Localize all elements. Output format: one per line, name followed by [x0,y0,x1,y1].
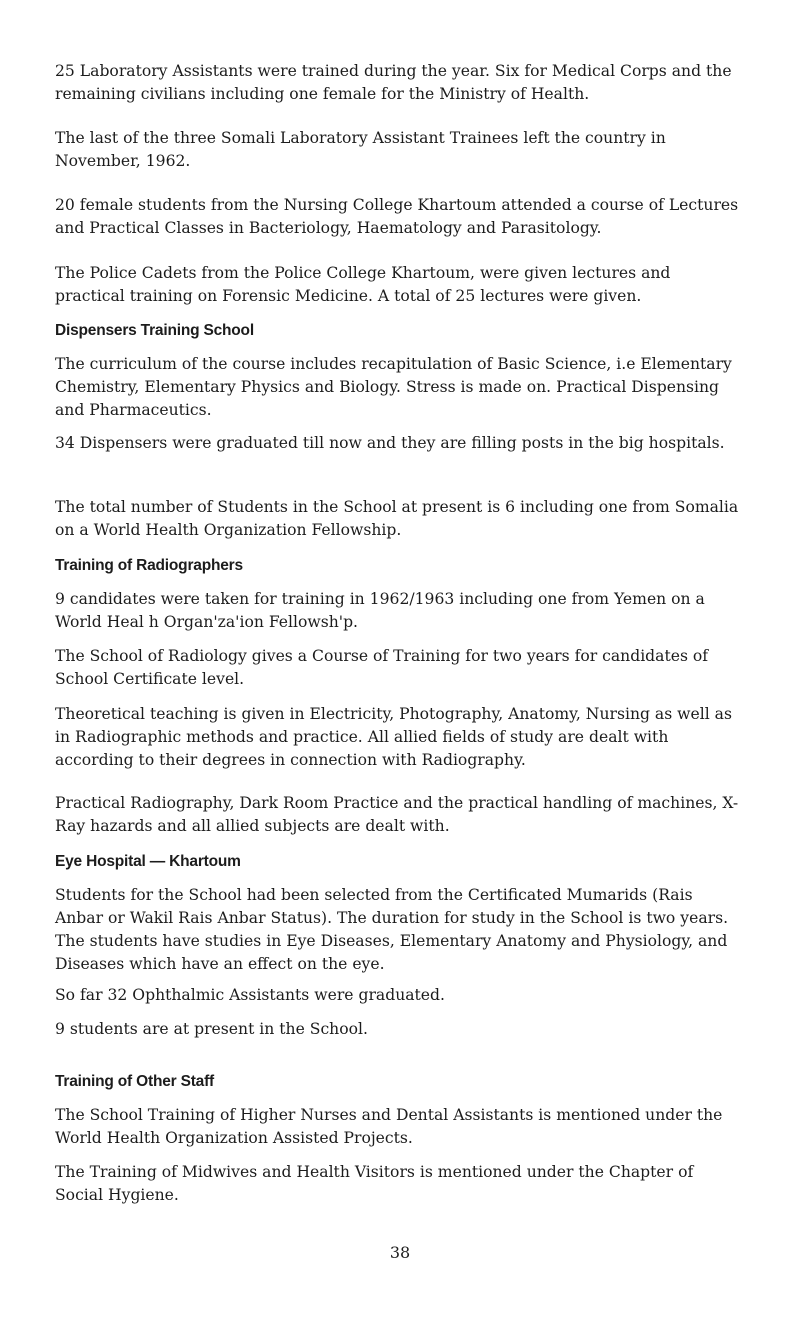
paragraph-midwives: The Training of Midwives and Health Visitors is mentioned under the Chapter of Social Hygiene. [55,1163,694,1204]
paragraph-dispensers-total: The total number of Students in the School at present is 6 including one from Somalia on a World Health Organization Fellowship. [55,498,739,539]
paragraph-higher-nurses: The School Training of Higher Nurses and Dental Assistants is mentioned under the World Health Organization Assisted Projects. [55,1106,723,1147]
paragraph-radiography-candidates: 9 candidates were taken for training in 1962/1963 including one from Yemen on a World Heal h Organ'za'ion Fellowsh'p. [55,590,705,631]
heading-other-staff: Training of Other Staff [55,1073,215,1090]
heading-dispensers-school: Dispensers Training School [55,322,254,339]
heading-radiographers: Training of Radiographers [55,557,243,574]
page-number: 38 [389,1243,411,1262]
paragraph-radiology-school: The School of Radiology gives a Course of Training for two years for candidates of School Certificate level. [55,647,709,688]
paragraph-eye-present: 9 students are at present in the School. [55,1020,368,1038]
paragraph-dispensers-graduated: 34 Dispensers were graduated till now and they are filling posts in the big hospitals. [55,434,725,452]
paragraph-ophthalmic-graduated: So far 32 Ophthalmic Assistants were graduated. [55,986,445,1004]
paragraph-theoretical-teaching: Theoretical teaching is given in Electricity, Photography, Anatomy, Nursing as well as in Radiographic methods and practice. All allied fields of study are dealt with according to their degrees in connection with Radiography. [55,705,732,769]
paragraph-lab-assistants: 25 Laboratory Assistants were trained during the year. Six for Medical Corps and the remaining civilians including one female for the Ministry of Health. [55,62,732,103]
paragraph-practical-radiography: Practical Radiography, Dark Room Practice and the practical handling of machines, X-Ray hazards and all allied subjects are dealt with. [55,794,739,835]
paragraph-dispensers-curriculum: The curriculum of the course includes recapitulation of Basic Science, i.e Elementary Chemistry, Elementary Physics and Biology. Stress is made on. Practical Dispensing and Pharmaceutics. [55,355,732,419]
paragraph-nursing-students: 20 female students from the Nursing College Khartoum attended a course of Lectures and Practical Classes in Bacteriology, Haematology and Parasitology. [55,196,739,237]
paragraph-eye-students: Students for the School had been selected from the Certificated Mumarids (Rais Anbar or Wakil Rais Anbar Status). The duration for study in the School is two years. The students have studies in Eye Diseases, Elementary Anatomy and Physiology, and Diseases which have an effect on the eye. [55,886,729,973]
paragraph-somali-trainees: The last of the three Somali Laboratory Assistant Trainees left the country in November, 1962. [55,129,666,170]
paragraph-police-cadets: The Police Cadets from the Police College Khartoum, were given lectures and practical training on Forensic Medicine. A total of 25 lectures were given. [55,264,671,305]
heading-eye-hospital: Eye Hospital — Khartoum [55,853,241,870]
